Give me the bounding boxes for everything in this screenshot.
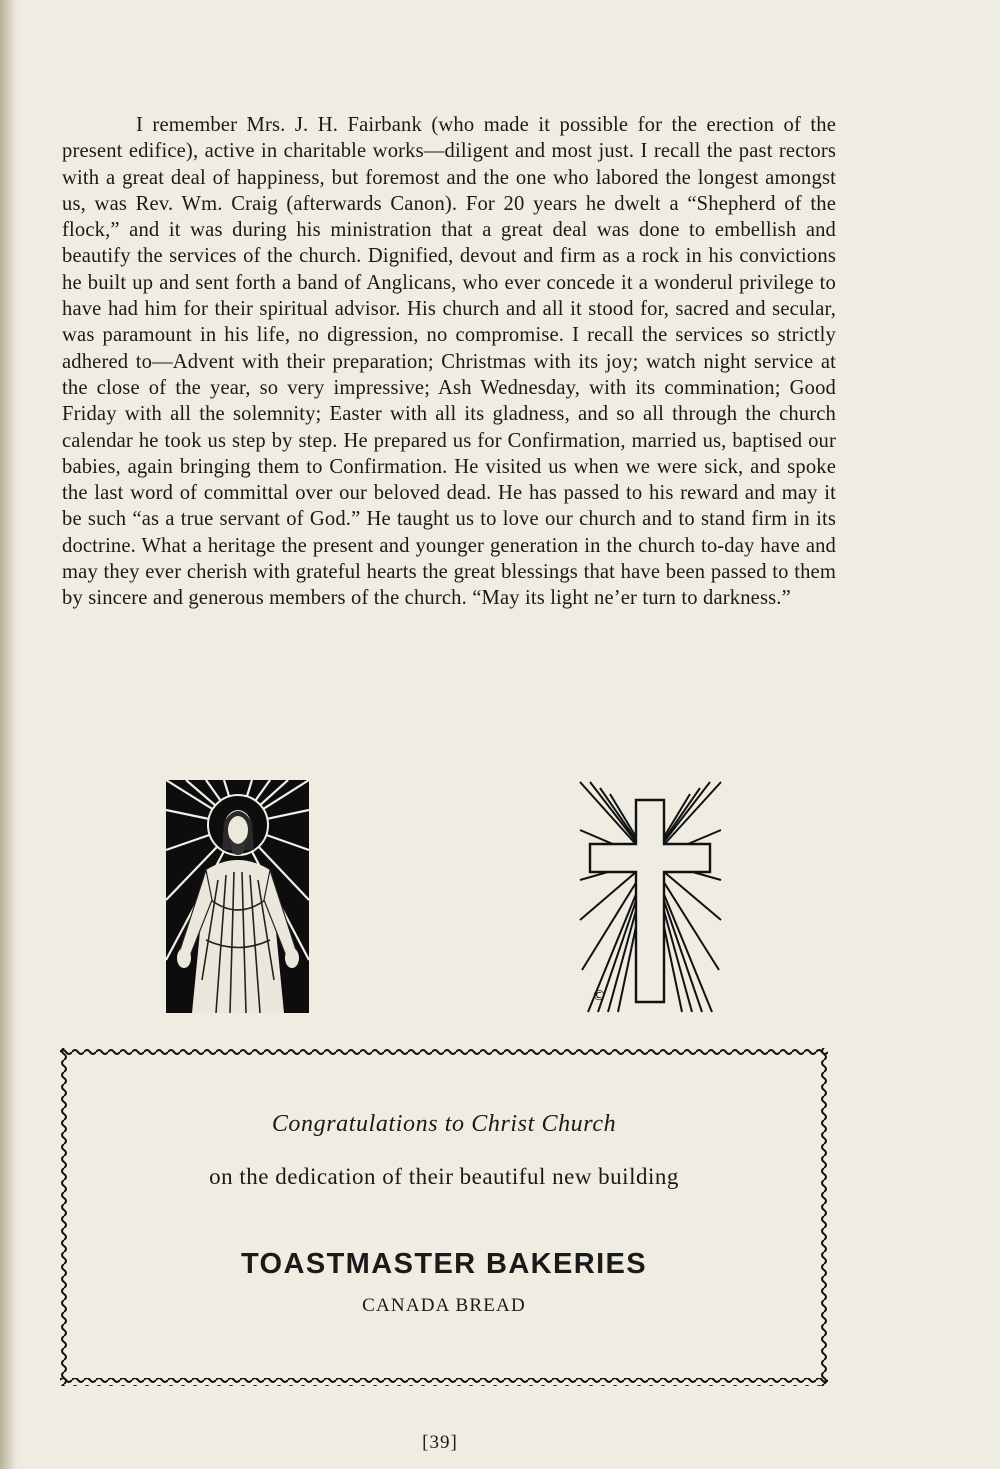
ad-congratulations: Congratulations to Christ Church bbox=[271, 1111, 617, 1137]
wavy-border-icon bbox=[60, 1048, 828, 1386]
christ-figure-icon bbox=[166, 780, 309, 1013]
ad-dedication: on the dedication of their beautiful new building bbox=[209, 1164, 679, 1189]
ad-company-name: TOASTMASTER BAKERIES bbox=[240, 1248, 648, 1280]
body-paragraph: I remember Mrs. J. H. Fairbank (who made it possible for the erection of the present edifice), active in charitable works—diligent and most just. I recall the past rectors with a great deal of happiness, but foremost and the one who labored the longest amongst us, was Rev. Wm. Craig (afterwards Canon). For 20 years he dwelt a “Shepherd of the flock,” and it was during his ministration that a great deal was done to embellish and beautify the services of the church. Dignified, devout and firm as a rock in his convictions he built up and sent forth a band of Anglicans, who ever concede it a wonderul privilege to have had him for their spiritual advisor. His church and all it stood for, sacred and secular, was paramount in his life, no digression, no compromise. I recall the services so strictly adhered to—Advent with their preparation; Christmas with its joy; watch night service at the close of the year, so very impressive; Ash Wednesday, with its commination; Good Friday with all the solemnity; Easter with all its gladness, and so all through the church calendar he took us step by step. He prepared us for Confirmation, married us, baptised our babies, again bringing them to Confirmation. He visited us when we were sick, and spoke the last word of committal over our beloved dead. He has passed to his reward and may it be such “as a true servant of God.” He taught us to love our church and to stand firm in its doctrine. What a heritage the present and younger generation in the church to-day have and may they ever cherish with grateful hearts the great blessings that have been passed to them by sincere and generous members of the church. “May its light ne’er turn to darkness.” bbox=[62, 114, 836, 610]
body-text bbox=[62, 112, 836, 612]
page-number: [39] bbox=[422, 1432, 458, 1453]
christ-illustration bbox=[166, 780, 309, 1013]
ad-subcompany-name: CANADA BREAD bbox=[362, 1295, 526, 1316]
radiant-cross-icon bbox=[578, 780, 723, 1014]
page-edge-shadow bbox=[0, 0, 18, 1469]
advertisement bbox=[60, 1048, 828, 1386]
copyright-mark: © bbox=[592, 988, 606, 1004]
cross-illustration bbox=[578, 780, 723, 1014]
